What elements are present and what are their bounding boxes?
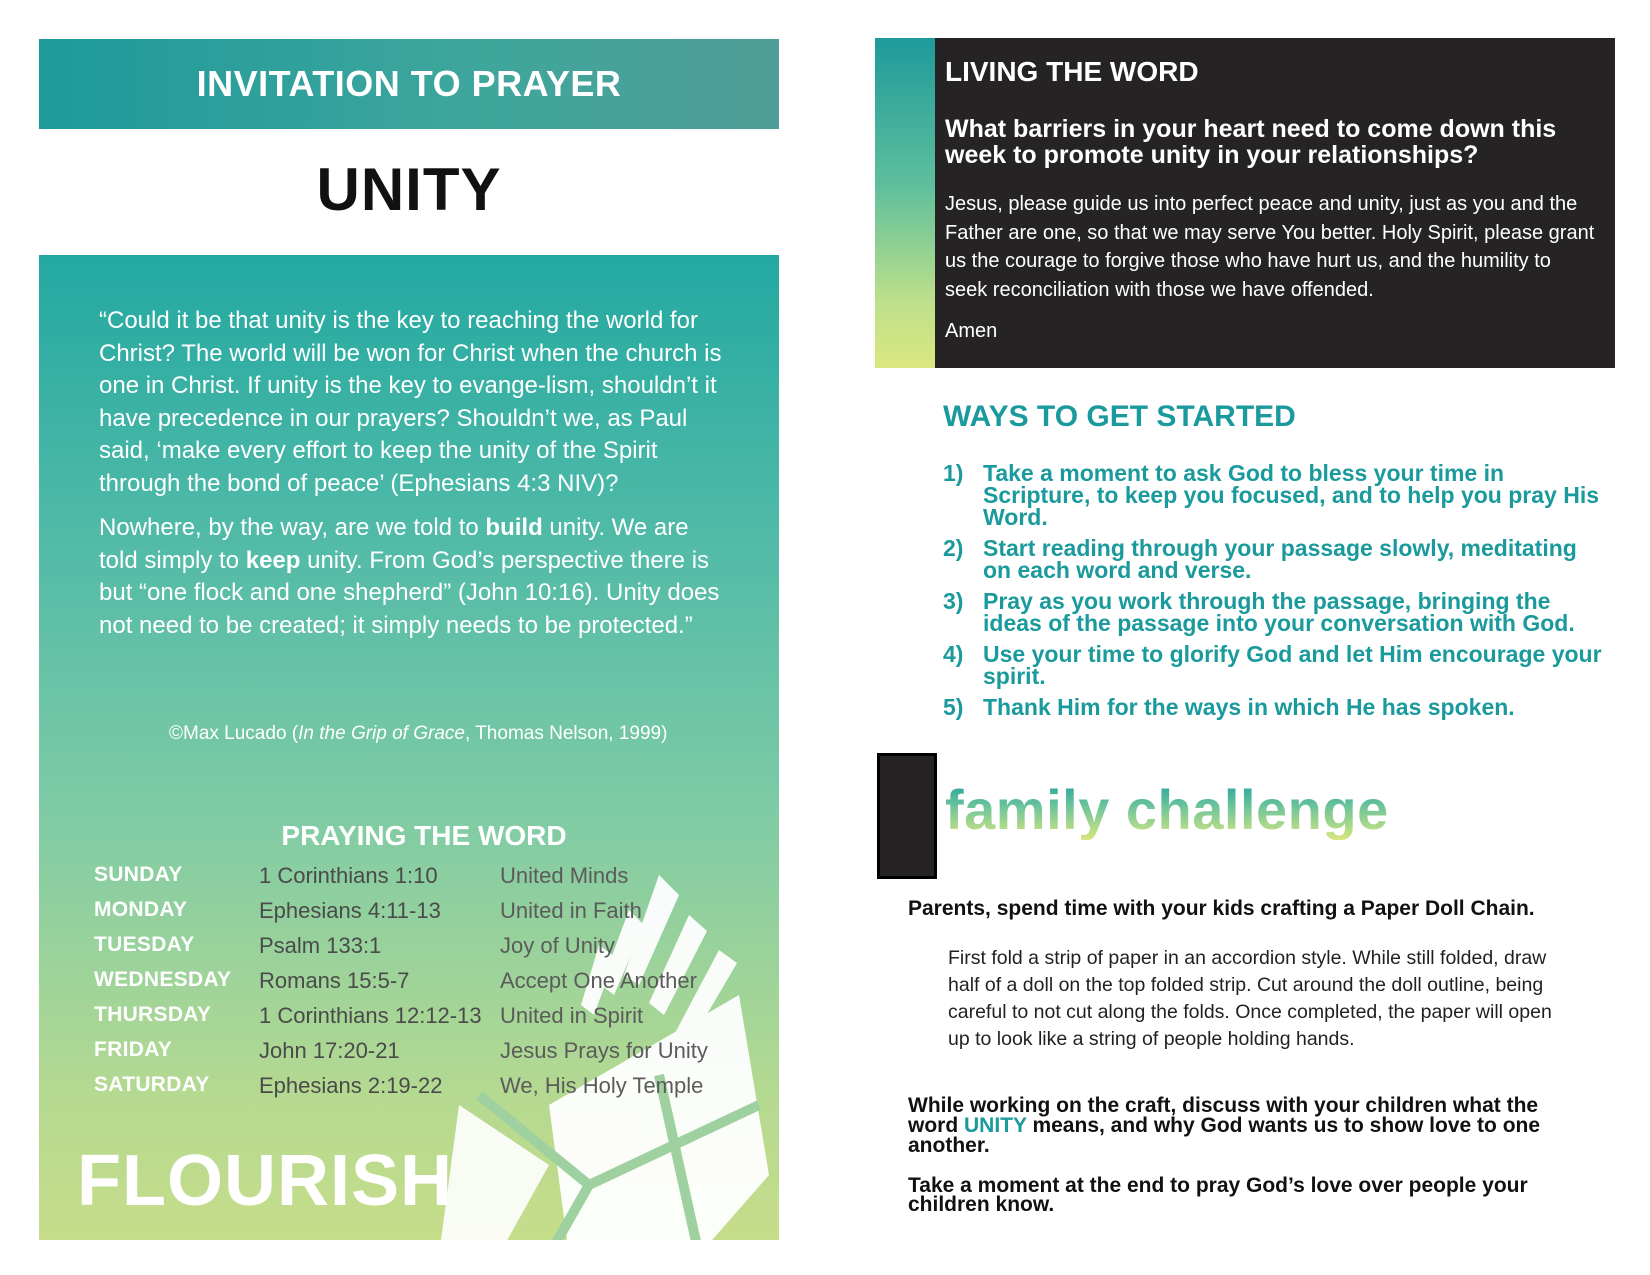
- prayer-text: Jesus, please guide us into perfect peace and unity, just as you and the Father are one, so that we may serve You better. Holy Spirit, please grant us the courage to forgive those who have hurt us, and the humility to seek reconciliation with those we have offended.: [945, 193, 1595, 301]
- reflection-question: What barriers in your heart need to come down this week to promote unity in your relationships?: [945, 115, 1557, 169]
- family-challenge-intro: Parents, spend time with your kids crafting a Paper Doll Chain.: [908, 897, 1535, 920]
- family-challenge-marker: [877, 753, 937, 879]
- ways-to-get-started-heading: WAYS TO GET STARTED: [943, 400, 1296, 433]
- steps-list: [943, 462, 1603, 727]
- list-item: 5) Thank Him for the ways in which He has spoken.: [943, 694, 1515, 720]
- living-the-word-box: [875, 38, 1615, 368]
- quote-paragraph-2: Nowhere, by the way, are we told to build unity. We are told simply to keep unity. From God’s perspective there is but “one flock and one shepherd” (John 10:16). Unity does not need to be created; it simply needs to be protected.”: [99, 514, 720, 639]
- quote-citation: ©Max Lucado (In the Grip of Grace, Thomas Nelson, 1999): [169, 723, 668, 744]
- invitation-banner: [39, 39, 779, 129]
- gradient-stripe: [875, 38, 935, 368]
- prayer-prompt: Take a moment at the end to pray God’s love over people your children know.: [908, 1174, 1528, 1216]
- amen-text: Amen: [945, 320, 998, 342]
- list-item: 4) Use your time to glorify God and let Him encourage your spirit.: [943, 641, 1602, 689]
- flourish-logo: FLOURISH: [77, 1141, 453, 1221]
- list-item: 2) Start reading through your passage slowly, meditating on each word and verse.: [943, 535, 1577, 583]
- quote-card: “Could it be that unity is the key to reaching the world for Christ? The world will be won for Christ when the church is one in Christ. If unity is the key to evange-lism, shouldn’t it have precedence in our prayers? Shouldn’t we, as Paul said, ‘make every effort to keep the unity of the Spirit through the bond of peace’ (Ephesians 4:3 NIV)? Nowhere, by the way, are we told to build unity. We are told simply to keep unity. From God’s perspective there is but “one flock and one shepherd” (John 10:16). Unity does not need to be created; it simply needs to be protected.” ©Max Lucado (In the Grip of Grace, Thomas Nelson, 1999) PRAYING THE WORD SUNDAY 1 Corinthians 1:10 United Minds MONDAY Ephesians 4:11-13 United in Faith TUESDAY Psalm 133:1 Joy of Unity WEDNESDAY Romans 15:5-7 Accept One Another THURSDAY 1 Corinthians 12:12-13 United in Spirit FRIDAY John 17:20-21 Jesus Prays for Unity SATURDAY Ephesians 2:19-22 We, His Holy Temple FLOURISH: [39, 255, 779, 1240]
- craft-instructions: First fold a strip of paper in an accordion style. While still folded, draw half of a doll on the top folded strip. Cut around the doll outline, being careful to not cut along the folds. Once completed, the paper will open up to look like a string of people holding hands.: [948, 947, 1552, 1050]
- banner-title: INVITATION TO PRAYER: [196, 63, 622, 104]
- list-item: 1) Take a moment to ask God to bless your time in Scripture, to keep you focused, and to help you pray His Word.: [943, 460, 1600, 530]
- lucado-quote: [99, 305, 724, 654]
- list-item: 3) Pray as you work through the passage, bringing the ideas of the passage into your conversation with God.: [943, 588, 1575, 636]
- quote-paragraph-1: “Could it be that unity is the key to reaching the world for Christ? The world will be won for Christ when the church is one in Christ. If unity is the key to evange-lism, shouldn’t it have precedence in our prayers? Shouldn’t we, as Paul said, ‘make every effort to keep the unity of the Spirit through the bond of peace’ (Ephesians 4:3 NIV)?: [99, 307, 722, 497]
- living-the-word-heading: LIVING THE WORD: [945, 56, 1199, 87]
- page-title: UNITY: [316, 156, 502, 223]
- discussion-prompt: While working on the craft, discuss with your children what the word UNITY means, and why God wants us to show love to one another.: [908, 1094, 1541, 1157]
- family-challenge-heading: family challenge: [945, 778, 1389, 841]
- praying-the-word-heading: PRAYING THE WORD: [281, 820, 567, 851]
